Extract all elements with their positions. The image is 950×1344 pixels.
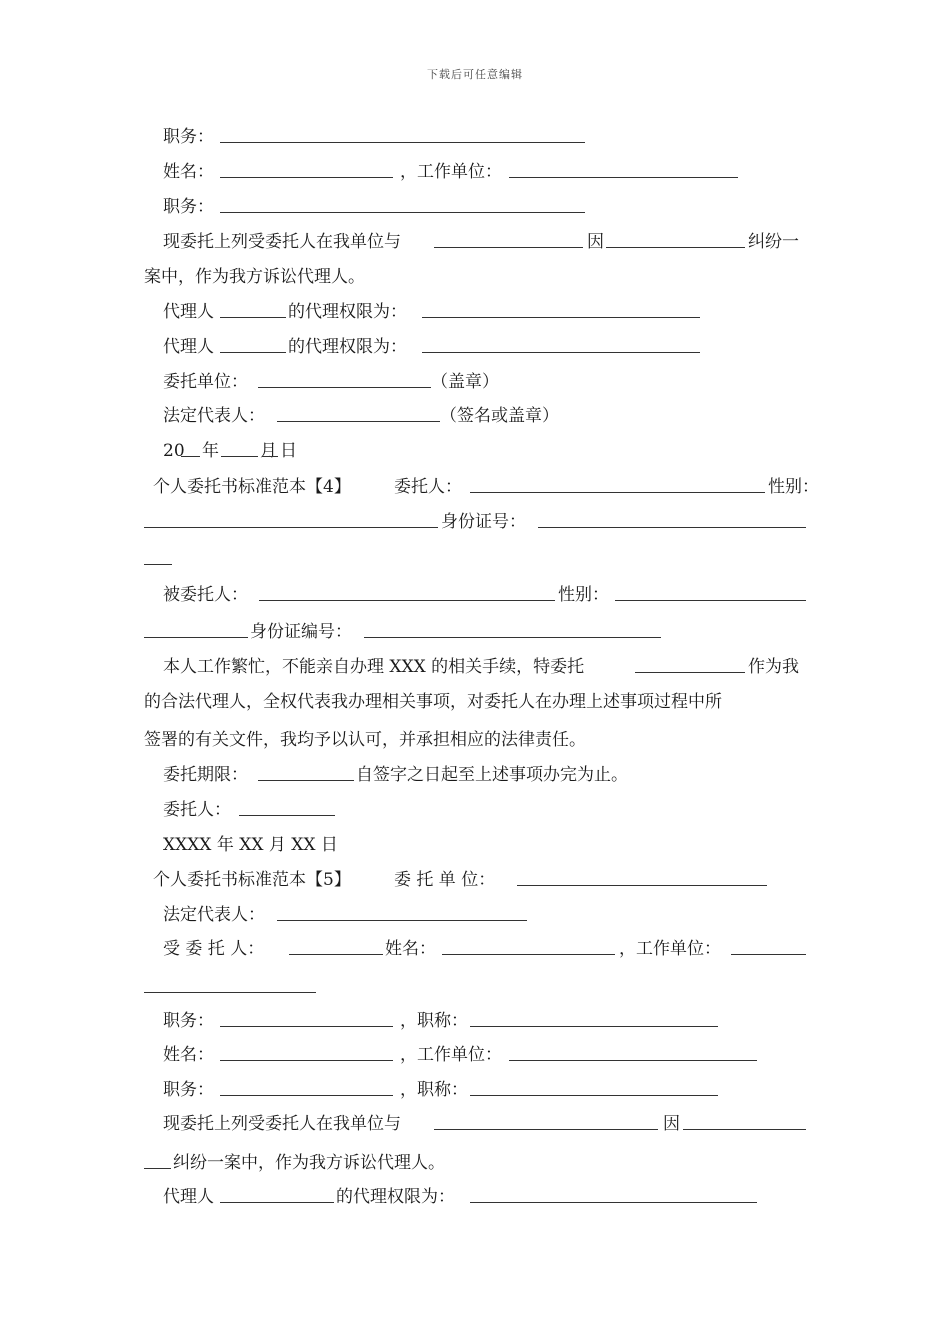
- line-text: 个人委托书标准范本【5】: [153, 870, 351, 890]
- document-line: [0, 619, 950, 645]
- line-text: 法定代表人：: [163, 905, 265, 925]
- line-text: 姓名：: [385, 939, 436, 959]
- line-text: ，职称：: [400, 1011, 468, 1031]
- document-line: [0, 762, 950, 788]
- blank-fill-line: [220, 1042, 393, 1061]
- blank-fill-line: [259, 582, 555, 601]
- blank-fill-line: [422, 334, 700, 353]
- blank-fill-line: [220, 159, 393, 178]
- line-text: 职务：: [163, 197, 214, 217]
- line-text: 职务：: [163, 1011, 214, 1031]
- blank-fill-line: [258, 369, 431, 388]
- document-line: [0, 832, 950, 858]
- document-line: [0, 474, 950, 500]
- blank-fill-line: [220, 1184, 334, 1203]
- blank-fill-line: [262, 438, 278, 457]
- line-text: （签名或盖章）: [440, 406, 559, 426]
- blank-fill-line: [220, 334, 286, 353]
- blank-fill-line: [606, 229, 745, 248]
- blank-fill-line: [220, 124, 585, 143]
- document-line: [0, 1111, 950, 1137]
- document-line: [0, 546, 950, 572]
- document-line: [0, 582, 950, 608]
- blank-fill-line: [442, 936, 615, 955]
- line-text: 法定代表人：: [163, 406, 265, 426]
- line-text: 委托期限：: [163, 765, 248, 785]
- document-line: [0, 1077, 950, 1103]
- document-line: [0, 159, 950, 185]
- blank-fill-line: [277, 902, 527, 921]
- line-text: 本人工作繁忙，不能亲自办理 XXX 的相关手续，特委托: [163, 657, 585, 677]
- document-line: [0, 369, 950, 395]
- line-text: 姓名：: [163, 1045, 214, 1065]
- blank-fill-line: [144, 546, 172, 565]
- document-line: [0, 654, 950, 680]
- line-text: 现委托上列受委托人在我单位与: [163, 232, 401, 252]
- line-text: 20: [163, 441, 185, 461]
- document-line: [0, 403, 950, 429]
- line-text: 自签字之日起至上述事项办完为止。: [356, 765, 628, 785]
- blank-fill-line: [144, 619, 248, 638]
- blank-fill-line: [364, 619, 661, 638]
- line-text: 年: [202, 441, 219, 461]
- line-text: 纠纷一案中，作为我方诉讼代理人。: [173, 1153, 445, 1173]
- line-text: 受 委 托 人：: [163, 939, 265, 959]
- line-text: 的代理权限为：: [288, 302, 407, 322]
- document-line: [0, 264, 950, 290]
- blank-fill-line: [239, 797, 335, 816]
- blank-fill-line: [731, 936, 806, 955]
- line-text: 性别：: [558, 585, 609, 605]
- line-text: 性别：: [768, 477, 819, 497]
- document-line: [0, 936, 950, 962]
- blank-fill-line: [289, 936, 383, 955]
- line-text: 因: [663, 1114, 680, 1134]
- document-line: [0, 1184, 950, 1210]
- document-line: [0, 194, 950, 220]
- line-text: 日: [280, 441, 297, 461]
- blank-fill-line: [220, 1077, 393, 1096]
- blank-fill-line: [470, 1077, 718, 1096]
- line-text: 职务：: [163, 1080, 214, 1100]
- line-text: ，工作单位：: [400, 162, 502, 182]
- document-line: [0, 797, 950, 823]
- blank-fill-line: [144, 509, 438, 528]
- document-line: [0, 1042, 950, 1068]
- blank-fill-line: [277, 403, 440, 422]
- blank-fill-line: [683, 1111, 806, 1130]
- document-line: [0, 438, 950, 464]
- document-line: [0, 509, 950, 535]
- blank-fill-line: [220, 299, 286, 318]
- line-text: 案中，作为我方诉讼代理人。: [144, 267, 365, 287]
- blank-fill-line: [470, 474, 765, 493]
- line-text: ，职称：: [400, 1080, 468, 1100]
- blank-fill-line: [144, 974, 316, 993]
- blank-fill-line: [144, 1150, 171, 1169]
- document-line: [0, 334, 950, 360]
- line-text: 身份证编号：: [250, 622, 352, 642]
- blank-fill-line: [517, 867, 767, 886]
- line-text: （盖章）: [431, 372, 499, 392]
- blank-fill-line: [434, 1111, 658, 1130]
- line-text: 的合法代理人，全权代表我办理相关事项，对委托人在办理上述事项过程中所: [144, 692, 722, 712]
- line-text: 作为我: [748, 657, 799, 677]
- line-text: 的代理权限为：: [288, 337, 407, 357]
- blank-fill-line: [470, 1008, 718, 1027]
- line-text: 现委托上列受委托人在我单位与: [163, 1114, 401, 1134]
- blank-fill-line: [470, 1184, 757, 1203]
- line-text: 代理人: [163, 302, 214, 322]
- document-line: [0, 299, 950, 325]
- document-line: [0, 124, 950, 150]
- blank-fill-line: [509, 1042, 757, 1061]
- line-text: 因: [587, 232, 604, 252]
- blank-fill-line: [220, 1008, 393, 1027]
- line-text: ，工作单位：: [619, 939, 721, 959]
- document-line: [0, 727, 950, 753]
- page-header-note: 下载后可任意编辑: [427, 68, 523, 81]
- blank-fill-line: [509, 159, 738, 178]
- document-line: [0, 974, 950, 1000]
- document-line: [0, 689, 950, 715]
- line-text: 委托人：: [394, 477, 462, 497]
- line-text: 委 托 单 位：: [394, 870, 496, 890]
- blank-fill-line: [258, 762, 354, 781]
- line-text: 代理人: [163, 1187, 214, 1207]
- line-text: 姓名：: [163, 162, 214, 182]
- document-line: [0, 1150, 950, 1176]
- document-line: [0, 867, 950, 893]
- line-text: 委托人：: [163, 800, 231, 820]
- blank-fill-line: [220, 194, 585, 213]
- line-text: 职务：: [163, 127, 214, 147]
- blank-fill-line: [615, 582, 806, 601]
- document-line: [0, 229, 950, 255]
- document-line: [0, 1008, 950, 1034]
- blank-fill-line: [422, 299, 700, 318]
- line-text: 纠纷一: [748, 232, 799, 252]
- blank-fill-line: [434, 229, 583, 248]
- line-text: 个人委托书标准范本【4】: [153, 477, 351, 497]
- line-text: 签署的有关文件，我均予以认可，并承担相应的法律责任。: [144, 730, 586, 750]
- line-text: 身份证号：: [441, 512, 526, 532]
- line-text: 的代理权限为：: [336, 1187, 455, 1207]
- blank-fill-line: [538, 509, 806, 528]
- line-text: 被委托人：: [163, 585, 248, 605]
- line-text: ，工作单位：: [400, 1045, 502, 1065]
- line-text: 代理人: [163, 337, 214, 357]
- blank-fill-line: [635, 654, 745, 673]
- blank-fill-line: [181, 438, 200, 457]
- line-text: 委托单位：: [163, 372, 248, 392]
- line-text: XXXX 年 XX 月 XX 日: [163, 835, 338, 855]
- blank-fill-line: [221, 438, 258, 457]
- line-text: 月: [260, 441, 277, 461]
- document-line: [0, 902, 950, 928]
